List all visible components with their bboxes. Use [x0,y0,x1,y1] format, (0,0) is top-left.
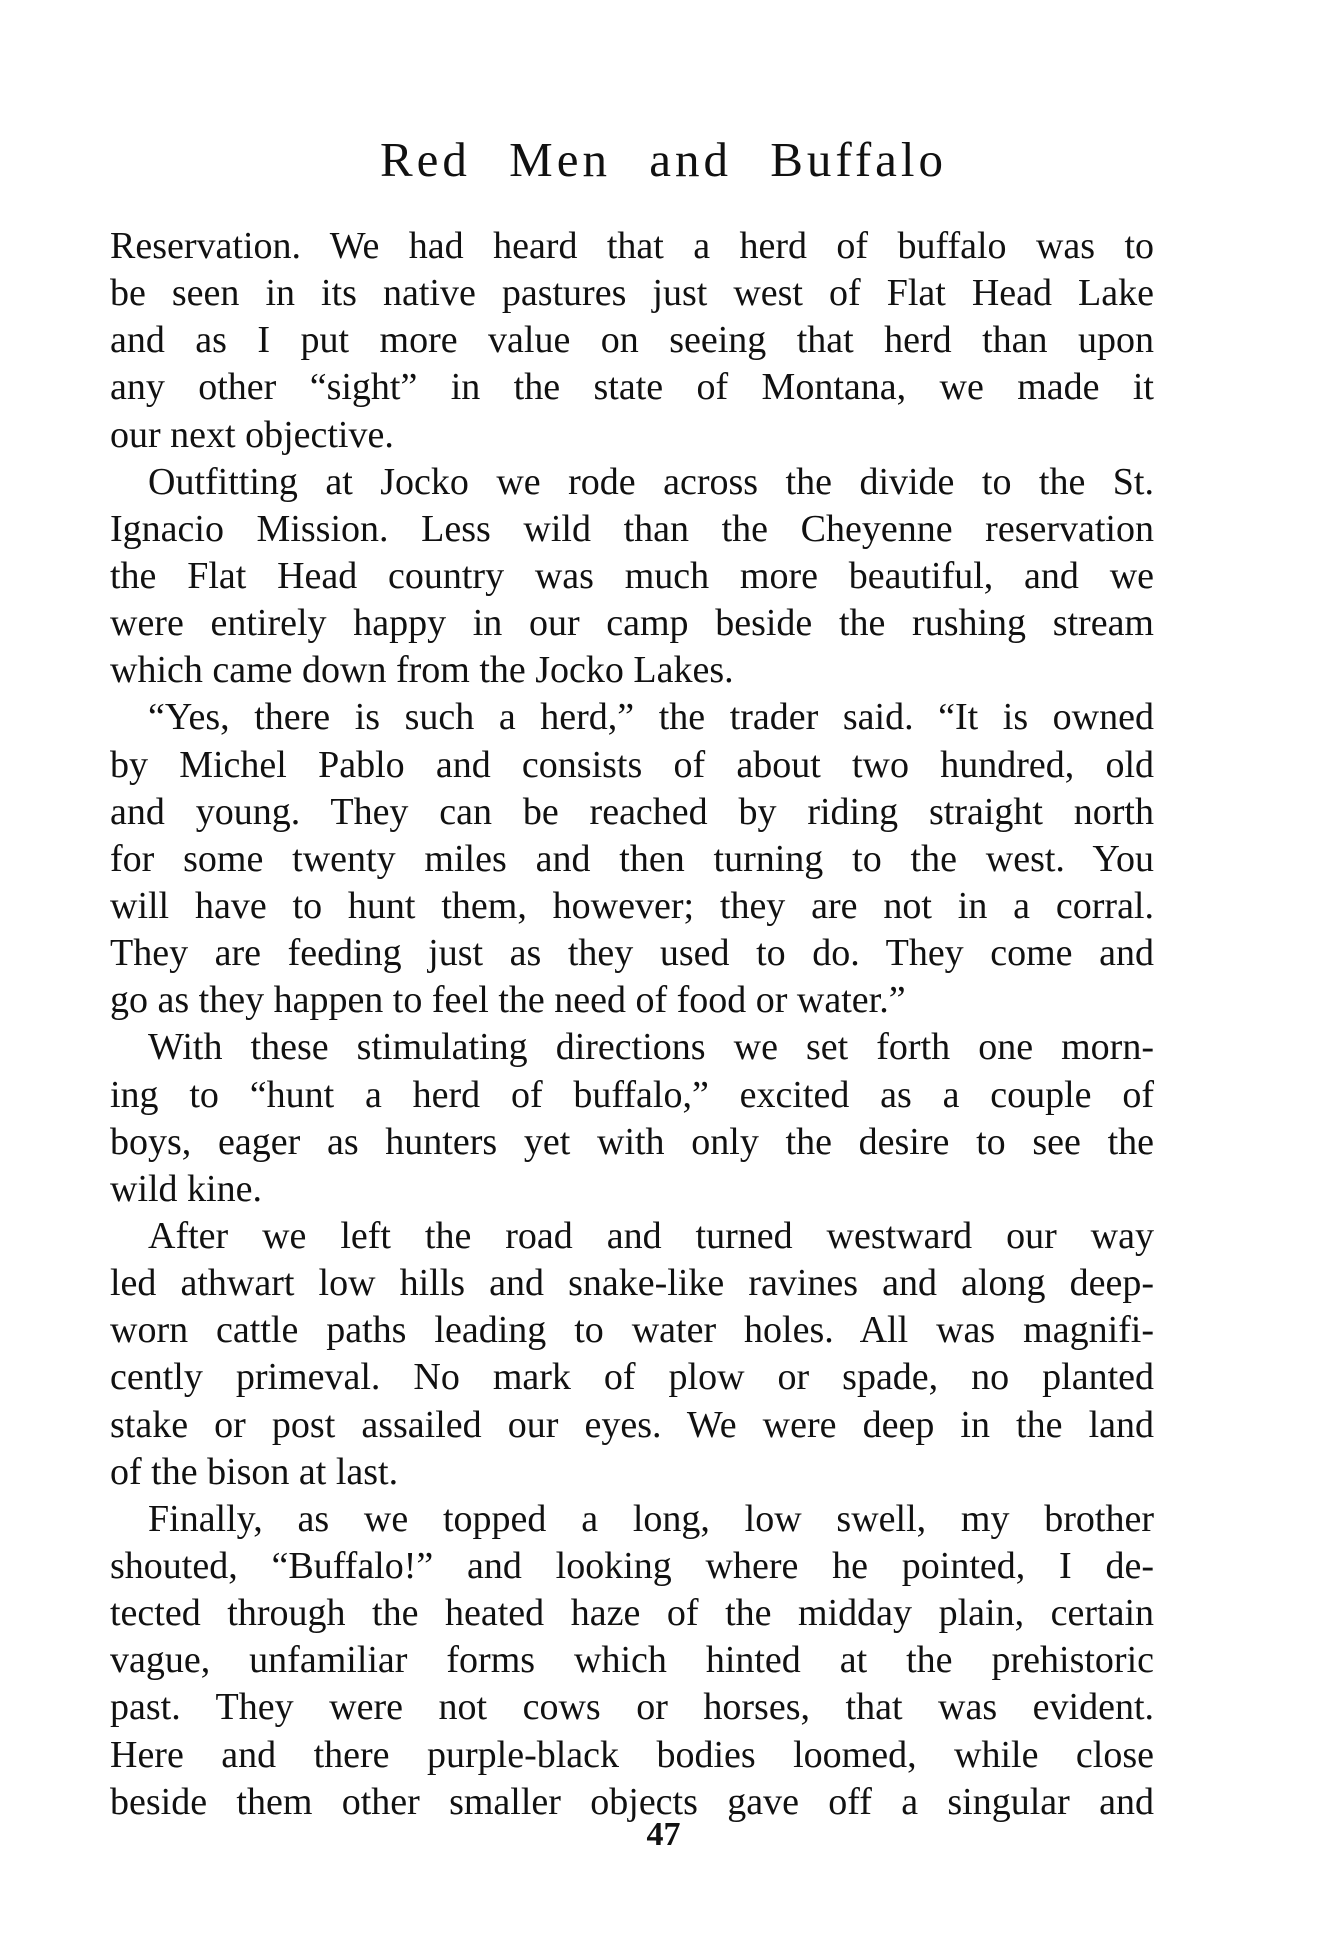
text-line: be seen in its native pastures just west of Flat Head Lake [110,272,1154,315]
text-line: were entirely happy in our camp beside the rushing stream [110,602,1154,645]
text-line: cently primeval. No mark of plow or spade, no planted [110,1356,1154,1399]
text-line: will have to hunt them, however; they are not in a corral. [110,884,1154,927]
text-line: past. They were not cows or horses, that was evident. [110,1686,1154,1729]
text-line: With these stimulating directions we set forth one morn- [148,1026,1154,1069]
text-line: any other “sight” in the state of Montana, we made it [110,366,1154,409]
running-head: Red Men and Buffalo [379,132,948,187]
text-line: Ignacio Mission. Less wild than the Cheyenne reservation [110,507,1154,550]
text-line: shouted, “Buffalo!” and looking where he pointed, I de- [110,1544,1154,1587]
text-line: vague, unfamiliar forms which hinted at the prehistoric [110,1639,1154,1682]
text-line: Finally, as we topped a long, low swell, my brother [148,1497,1154,1540]
text-line: They are feeding just as they used to do. They come and [110,932,1154,975]
text-line: ing to “hunt a herd of buffalo,” excited as a couple of [110,1073,1154,1116]
text-line: Reservation. We had heard that a herd of buffalo was to [110,225,1154,267]
text-line: led athwart low hills and snake-like ravines and along deep- [110,1262,1154,1305]
text-line: After we left the road and turned westward our way [148,1214,1154,1257]
text-line: go as they happen to feel the need of food or water.” [110,979,906,1022]
text-line: the Flat Head country was much more beautiful, and we [110,554,1154,597]
text-line: wild kine. [110,1167,262,1210]
text-line: by Michel Pablo and consists of about two hundred, old [110,743,1154,786]
text-line: which came down from the Jocko Lakes. [110,649,734,692]
text-line: stake or post assailed our eyes. We were deep in the land [110,1403,1154,1446]
text-line: for some twenty miles and then turning to the west. You [110,837,1154,880]
text-line: “Yes, there is such a herd,” the trader said. “It is owned [148,696,1154,739]
text-line: worn cattle paths leading to water holes. All was magnifi- [110,1309,1154,1352]
body-text [110,223,1154,1826]
text-line: of the bison at last. [110,1450,399,1493]
text-line: and young. They can be reached by riding straight north [110,790,1154,833]
text-line: beside them other smaller objects gave off a singular and [110,1780,1154,1823]
text-line: and as I put more value on seeing that herd than upon [110,319,1154,362]
page-number: 47 [646,1816,681,1853]
text-line: Here and there purple-black bodies loomed, while close [110,1733,1154,1776]
text-line: tected through the heated haze of the midday plain, certain [110,1592,1154,1635]
text-line: Outfitting at Jocko we rode across the divide to the St. [148,460,1154,503]
text-line: boys, eager as hunters yet with only the desire to see the [110,1120,1154,1163]
text-line: our next objective. [110,413,394,456]
